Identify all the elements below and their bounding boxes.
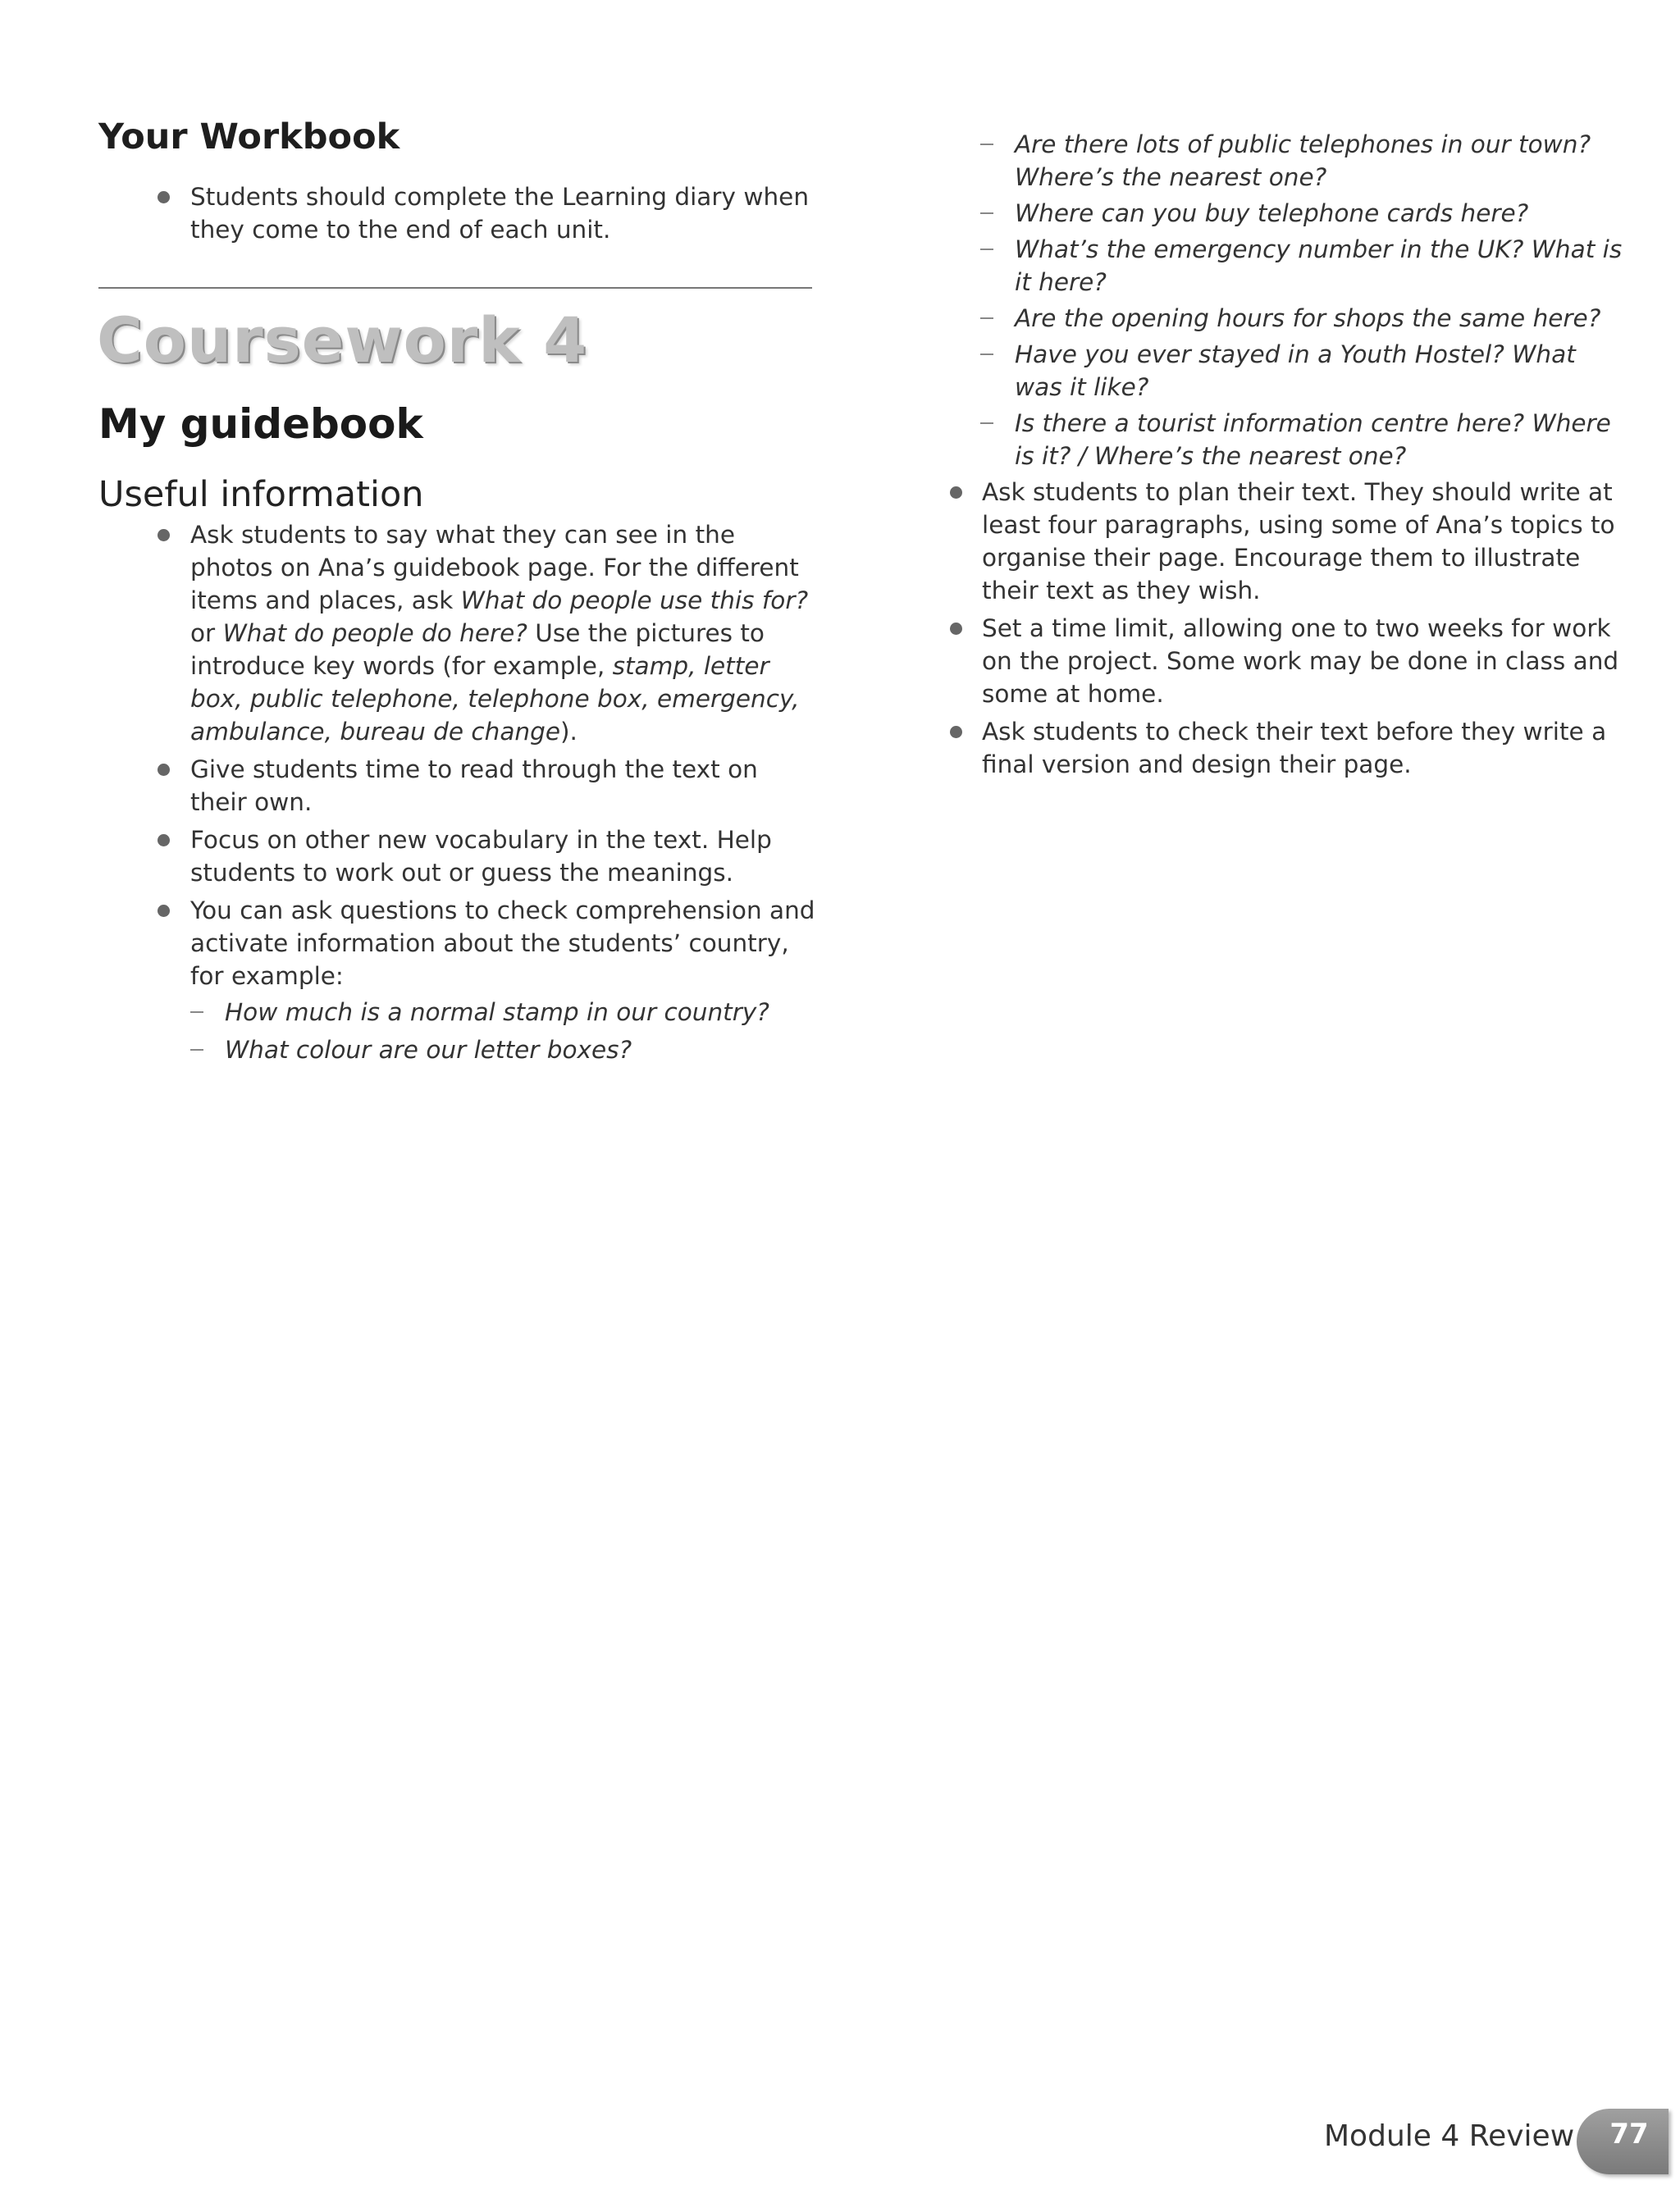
bullet-icon	[158, 905, 170, 917]
question-item	[980, 128, 1628, 194]
bullet-italic: What do people use this for?	[460, 586, 809, 614]
bullet-text: Ask students to say what they can see in the photos on Ana’s guidebook page. For the different items and places, ask	[190, 521, 799, 614]
left-column	[98, 518, 820, 1066]
bullet-italic: stamp, letter box, public telephone, telephone box, emergency, ambulance, bureau de change	[190, 652, 800, 746]
bullet-text: ).	[560, 718, 578, 746]
page-title: My guidebook	[98, 400, 423, 448]
bullet-text: Set a time limit, allowing one to two weeks for work on the project. Some work may be done in class and some at home.	[982, 614, 1619, 708]
question-item	[980, 302, 1628, 335]
question-item	[980, 407, 1628, 472]
bullet-icon	[158, 834, 170, 846]
coursework-title: Coursework 4	[97, 303, 588, 376]
question-text: How much is a normal stamp in our country?	[225, 998, 769, 1026]
dash-icon	[190, 1049, 203, 1051]
bullet-icon	[158, 529, 170, 541]
dash-icon	[190, 1011, 203, 1013]
list-item	[98, 753, 820, 819]
page-number: 77	[1609, 2118, 1649, 2151]
list-item	[98, 894, 820, 1066]
list-item	[98, 518, 820, 748]
footer-label: Module 4 Review	[1324, 2119, 1575, 2153]
bullet-icon	[950, 623, 962, 635]
bullet-text: Ask students to plan their text. They should write at least four paragraphs, using some of Ana’s topics to organise their page. Encourage them to illustrate their text as they wish.	[982, 478, 1615, 604]
section-divider	[98, 287, 812, 289]
dash-icon	[980, 422, 993, 424]
bullet-icon	[158, 764, 170, 776]
section-heading: Useful information	[98, 474, 424, 515]
question-item	[980, 197, 1628, 230]
dash-icon	[980, 212, 993, 214]
question-text: Are there lots of public telephones in our town? Where’s the nearest one?	[1015, 130, 1591, 191]
bullet-icon	[158, 191, 170, 203]
dash-icon	[980, 317, 993, 319]
question-text: Have you ever stayed in a Youth Hostel? What was it like?	[1015, 340, 1576, 401]
bullet-text: Give students time to read through the text on their own.	[190, 755, 758, 816]
dash-icon	[980, 354, 993, 355]
question-text: Where can you buy telephone cards here?	[1015, 199, 1529, 227]
bullet-text: or	[190, 619, 223, 647]
question-item	[980, 233, 1628, 299]
bullet-text: Ask students to check their text before they write a final version and design their page.	[982, 718, 1607, 778]
list-item	[947, 612, 1628, 710]
bullet-italic: What do people do here?	[222, 619, 527, 647]
question-text: What’s the emergency number in the UK? What is it here?	[1015, 235, 1623, 296]
question-item	[980, 338, 1628, 404]
question-text: Is there a tourist information centre here? Where is it? / Where’s the nearest one?	[1015, 409, 1611, 470]
list-item	[947, 715, 1628, 781]
dash-icon	[980, 249, 993, 250]
bullet-text: Focus on other new vocabulary in the text. Help students to work out or guess the meanings.	[190, 826, 772, 887]
question-text: Are the opening hours for shops the same here?	[1015, 304, 1601, 332]
question-text: What colour are our letter boxes?	[225, 1036, 632, 1064]
question-item	[190, 996, 820, 1029]
bullet-text: You can ask questions to check comprehension and activate information about the students’ country, for example:	[190, 896, 815, 990]
bullet-text: Use the pictures to introduce key words (for example,	[190, 619, 765, 680]
right-column	[947, 128, 1628, 781]
list-item	[98, 823, 820, 889]
workbook-heading: Your Workbook	[98, 116, 400, 157]
workbook-bullet-text: Students should complete the Learning diary when they come to the end of each unit.	[190, 183, 810, 244]
bullet-icon	[950, 486, 962, 499]
list-item	[947, 476, 1628, 607]
list-item	[98, 180, 820, 246]
workbook-section	[98, 180, 820, 246]
dash-icon	[980, 144, 993, 145]
bullet-icon	[950, 726, 962, 738]
question-item	[190, 1033, 820, 1066]
